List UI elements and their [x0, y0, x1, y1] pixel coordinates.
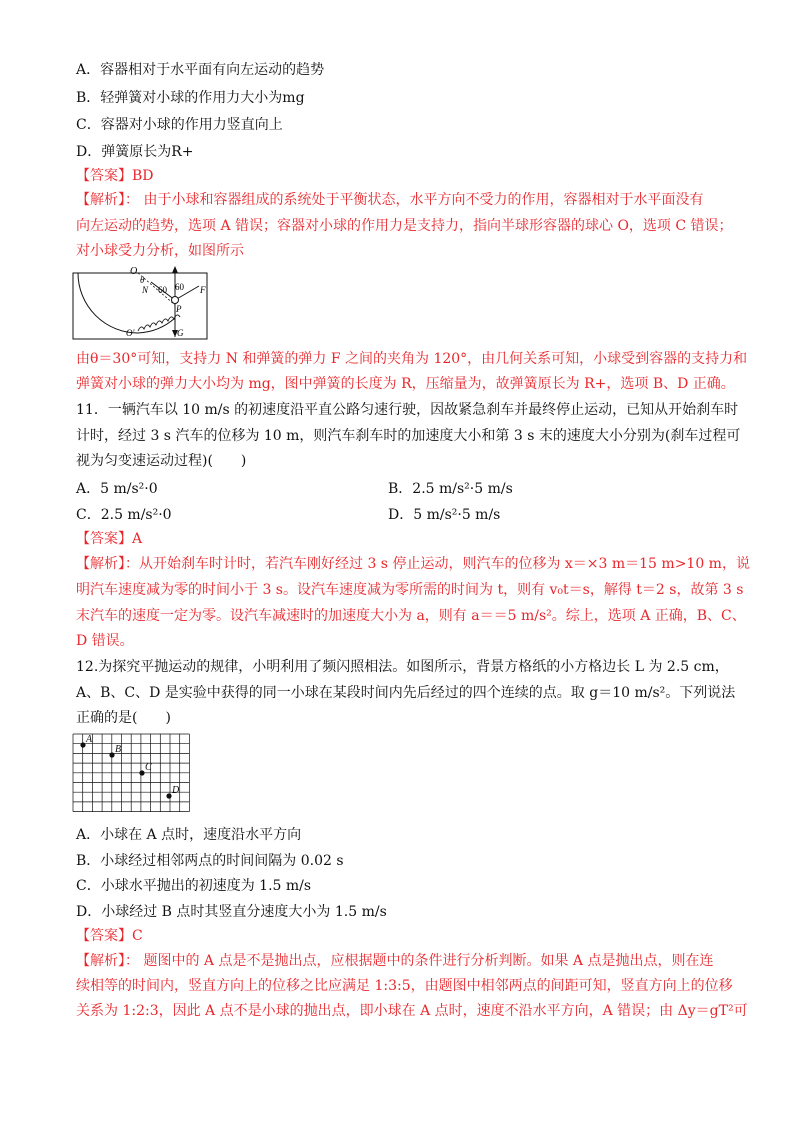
q12-analysis-line-3: 关系为 1:2:3，因此 A 点不是小球的抛出点，即小球在 A 点时，速度不沿水平方向，A 错误；由 Δy＝gT²可	[76, 1003, 748, 1019]
q12-option-b: B．小球经过相邻两点的时间间隔为 0.02 s	[76, 853, 344, 869]
strobe-grid-figure	[72, 733, 192, 815]
q11-answer: 【答案】A	[76, 531, 143, 547]
q12-analysis-line-1: 【解析】： 题图中的 A 点是不是抛出点，应根据题中的条件进行分析判断。如果 A 点是抛出点，则在连	[76, 953, 714, 969]
q11-analysis-line-1: 【解析】：从开始刹车时计时，若汽车刚好经过 3 s 停止运动，则汽车的位移为 x＝×3 m＝15 m>10 m，说	[76, 556, 750, 572]
q10-conclusion-line-1: 由θ＝30°可知，支持力 N 和弹簧的弹力 F 之间的夹角为 120°，由几何关系可知，小球受到容器的支持力和	[76, 351, 748, 367]
q10-answer: 【答案】BD	[76, 168, 154, 184]
q12-stem-line-3: 正确的是( )	[76, 710, 171, 726]
point-b-label: B	[115, 744, 122, 755]
q11-analysis-line-4: D 错误。	[76, 633, 134, 649]
q11-stem-line-1: 11．一辆汽车以 10 m/s 的初速度沿平直公路匀速行驶，因故紧急刹车并最终停止运动，已知从开始刹车时	[76, 402, 739, 418]
point-d-label: D	[172, 785, 180, 796]
point-c	[139, 770, 144, 775]
point-b	[109, 752, 114, 757]
point-c-label: C	[145, 762, 152, 773]
q11-analysis-line-2: 明汽车速度减为零的时间小于 3 s。设汽车速度减为零所需的时间为 t，则有 v₀t＝s，解得 t＝2 s，故第 3 s	[76, 582, 744, 598]
q11-option-a: A．5 m/s²·0	[76, 481, 158, 497]
label-f: F	[200, 285, 206, 295]
label-o: O	[130, 266, 138, 277]
label-theta: θ	[140, 275, 145, 285]
label-o-prime: O′	[126, 328, 135, 338]
q11-stem-line-3: 视为匀变速运动过程)( )	[76, 453, 247, 469]
q12-option-a: A．小球在 A 点时，速度沿水平方向	[76, 827, 302, 843]
q11-option-d: D．5 m/s²·5 m/s	[388, 507, 501, 523]
point-d	[166, 793, 171, 798]
label-angle-1: 60	[158, 285, 167, 295]
q10-analysis-line-2: 向左运动的趋势，选项 A 错误；容器对小球的作用力是支持力，指向半球形容器的球心 O，选项 C 错误；	[76, 218, 733, 234]
q12-option-c: C．小球水平抛出的初速度为 1.5 m/s	[76, 878, 312, 894]
label-p: P	[176, 304, 182, 314]
q12-stem-line-2: A、B、C、D 是实验中获得的同一小球在某段时间内先后经过的四个连续的点。取 g＝10 m/s²。下列说法	[76, 685, 736, 701]
q10-option-a: A．容器相对于水平面有向左运动的趋势	[76, 62, 325, 78]
q10-option-c: C．容器对小球的作用力竖直向上	[76, 117, 283, 133]
q12-answer: 【答案】C	[76, 928, 143, 944]
label-angle-2: 60	[175, 282, 184, 292]
label-g: G	[177, 328, 184, 338]
q11-option-b: B．2.5 m/s²·5 m/s	[388, 481, 513, 497]
q11-analysis-line-3: 末汽车的速度一定为零。设汽车减速时的加速度大小为 a，则有 a＝＝5 m/s²。综上，选项 A 正确，B、C、	[76, 608, 746, 624]
q11-stem-line-2: 计时，经过 3 s 汽车的位移为 10 m，则汽车刹车时的加速度大小和第 3 s 末的速度大小分别为(刹车过程可	[76, 428, 741, 444]
q10-analysis-line-3: 对小球受力分析，如图所示	[76, 243, 244, 259]
q10-analysis-line-1: 【解析】： 由于小球和容器组成的系统处于平衡状态，水平方向不受力的作用，容器相对于水平面没有	[76, 192, 704, 208]
point-a	[80, 742, 85, 747]
q12-stem-line-1: 12.为探究平抛运动的规律，小明利用了频闪照相法。如图所示，背景方格纸的小方格边长 L 为 2.5 cm，	[76, 659, 729, 675]
point-a-label: A	[86, 734, 93, 745]
q10-option-d: D．弹簧原长为R+	[76, 144, 194, 160]
q10-option-b: B．轻弹簧对小球的作用力大小为mg	[76, 90, 305, 106]
q12-analysis-line-2: 续相等的时间内，竖直方向上的位移之比应满足 1:3:5，由题图中相邻两点的间距可知，竖直方向上的位移	[76, 978, 733, 994]
container-force-diagram	[72, 266, 212, 342]
q10-conclusion-line-2: 弹簧对小球的弹力大小均为 mg，图中弹簧的长度为 R，压缩量为，故弹簧原长为 R+，选项 B、D 正确。	[76, 376, 735, 392]
label-n: N	[142, 285, 149, 295]
q11-option-c: C．2.5 m/s²·0	[76, 507, 172, 523]
q12-option-d: D．小球经过 B 点时其竖直分速度大小为 1.5 m/s	[76, 904, 387, 920]
